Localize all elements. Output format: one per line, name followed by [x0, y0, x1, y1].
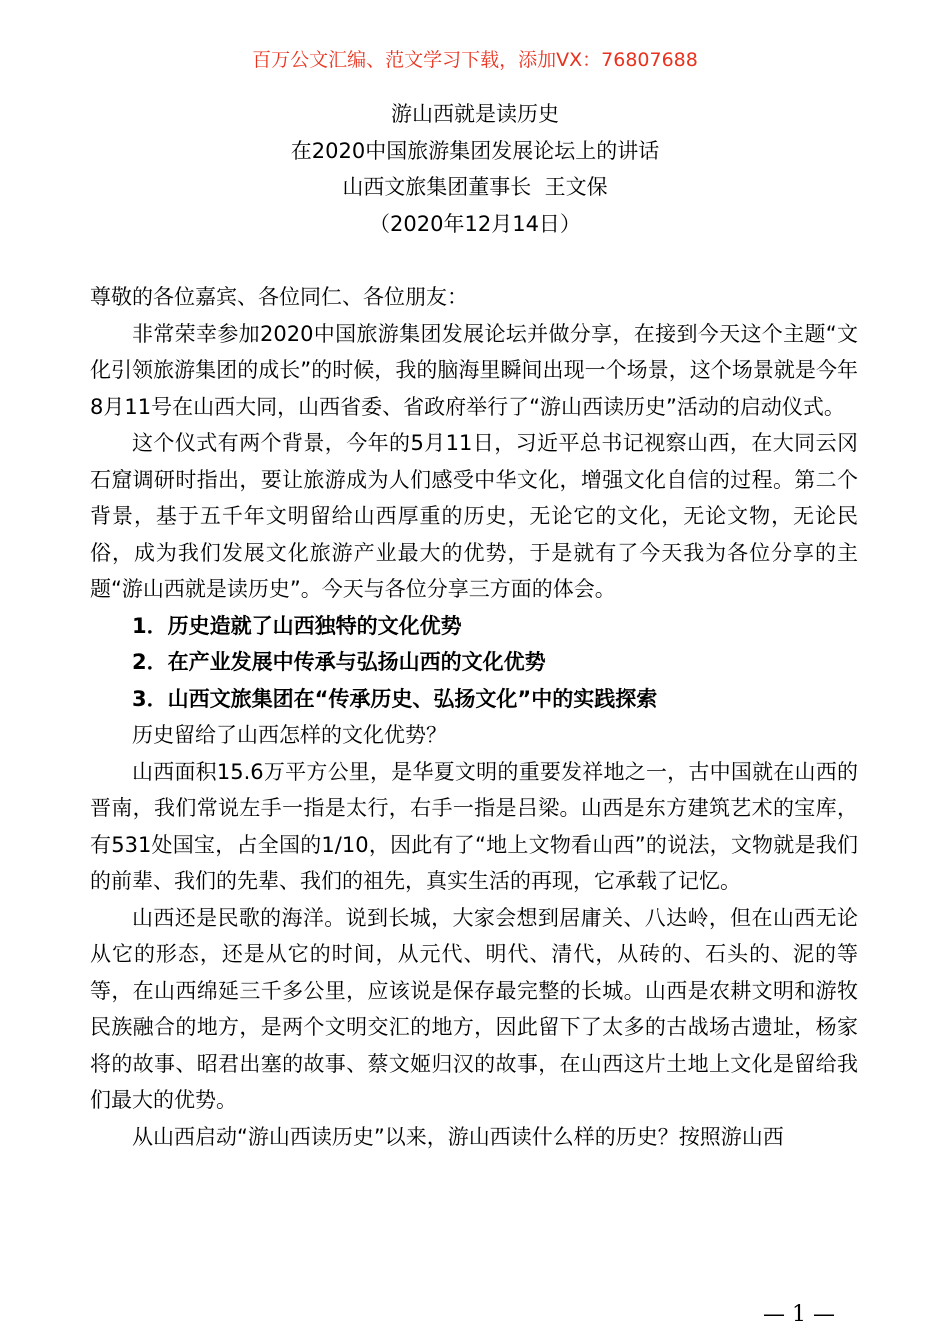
speaker-line: 山西文旅集团董事长 王文保: [342, 175, 608, 199]
document-title: 游山西就是读历史: [391, 102, 559, 126]
paragraph-6: 从山西启动“游山西读历史”以来，游山西读什么样的历史？按照游山西: [132, 1124, 784, 1149]
paragraph-3: 历史留给了山西怎样的文化优势？: [132, 723, 447, 747]
paragraph-5: 山西还是民歌的海洋。说到长城，大家会想到居庸关、八达岭，但在山西无论从它的形态，还是从它的时间，从元代、明代、清代，从砖的、石头的、泥的等等，在山西绵延三千多公里，应该说是保存最完整的长城。山西是农耕文明和游牧民族融合的地方，是两个文明交汇的地方，因此留下了太多的古战场古遗址，杨家将的故事、昭君出塞的故事、蔡文姬归汉的故事，在山西这片土地上文化是留给我们最大的优势。: [90, 905, 858, 1112]
document-title-block: [0, 96, 950, 242]
watermark-banner: 百万公文汇编、范文学习下载，添加VX：76807688: [252, 49, 698, 71]
section-heading-1: 1．历史造就了山西独特的文化优势: [132, 613, 462, 638]
paragraph-4: 山西面积15.6万平方公里，是华夏文明的重要发祥地之一，古中国就在山西的晋南，我们常说左手一指是太行，右手一指是吕梁。山西是东方建筑艺术的宝库，有531处国宝，占全国的1/10，因此有了“地上文物看山西”的说法，文物就是我们的前辈、我们的先辈、我们的祖先，真实生活的再现，它承载了记忆。: [90, 759, 858, 893]
paragraph-1: 非常荣幸参加2020中国旅游集团发展论坛并做分享，在接到今天这个主题“文化引领旅游集团的成长”的时候，我的脑海里瞬间出现一个场景，这个场景就是今年8月11号在山西大同，山西省委、省政府举行了“游山西读历史”活动的启动仪式。: [90, 321, 858, 419]
document-body: [90, 279, 858, 1155]
section-heading-3: 3．山西文旅集团在“传承历史、弘扬文化”中的实践探索: [132, 686, 658, 711]
document-subtitle: 在2020中国旅游集团发展论坛上的讲话: [290, 138, 660, 163]
salutation: 尊敬的各位嘉宾、各位同仁、各位朋友：: [90, 285, 468, 309]
speech-date: （2020年12月14日）: [369, 211, 581, 236]
section-heading-2: 2．在产业发展中传承与弘扬山西的文化优势: [132, 650, 546, 674]
paragraph-2: 这个仪式有两个背景，今年的5月11日，习近平总书记视察山西，在大同云冈石窟调研时指出，要让旅游成为人们感受中华文化，增强文化自信的过程。第二个背景，基于五千年文明留给山西厚重的历史，无论它的文化，无论文物，无论民俗，成为我们发展文化旅游产业最大的优势，于是就有了今天我为各位分享的主题“游山西就是读历史”。今天与各位分享三方面的体会。: [90, 431, 858, 601]
page-number: — 1 —: [763, 1302, 835, 1327]
